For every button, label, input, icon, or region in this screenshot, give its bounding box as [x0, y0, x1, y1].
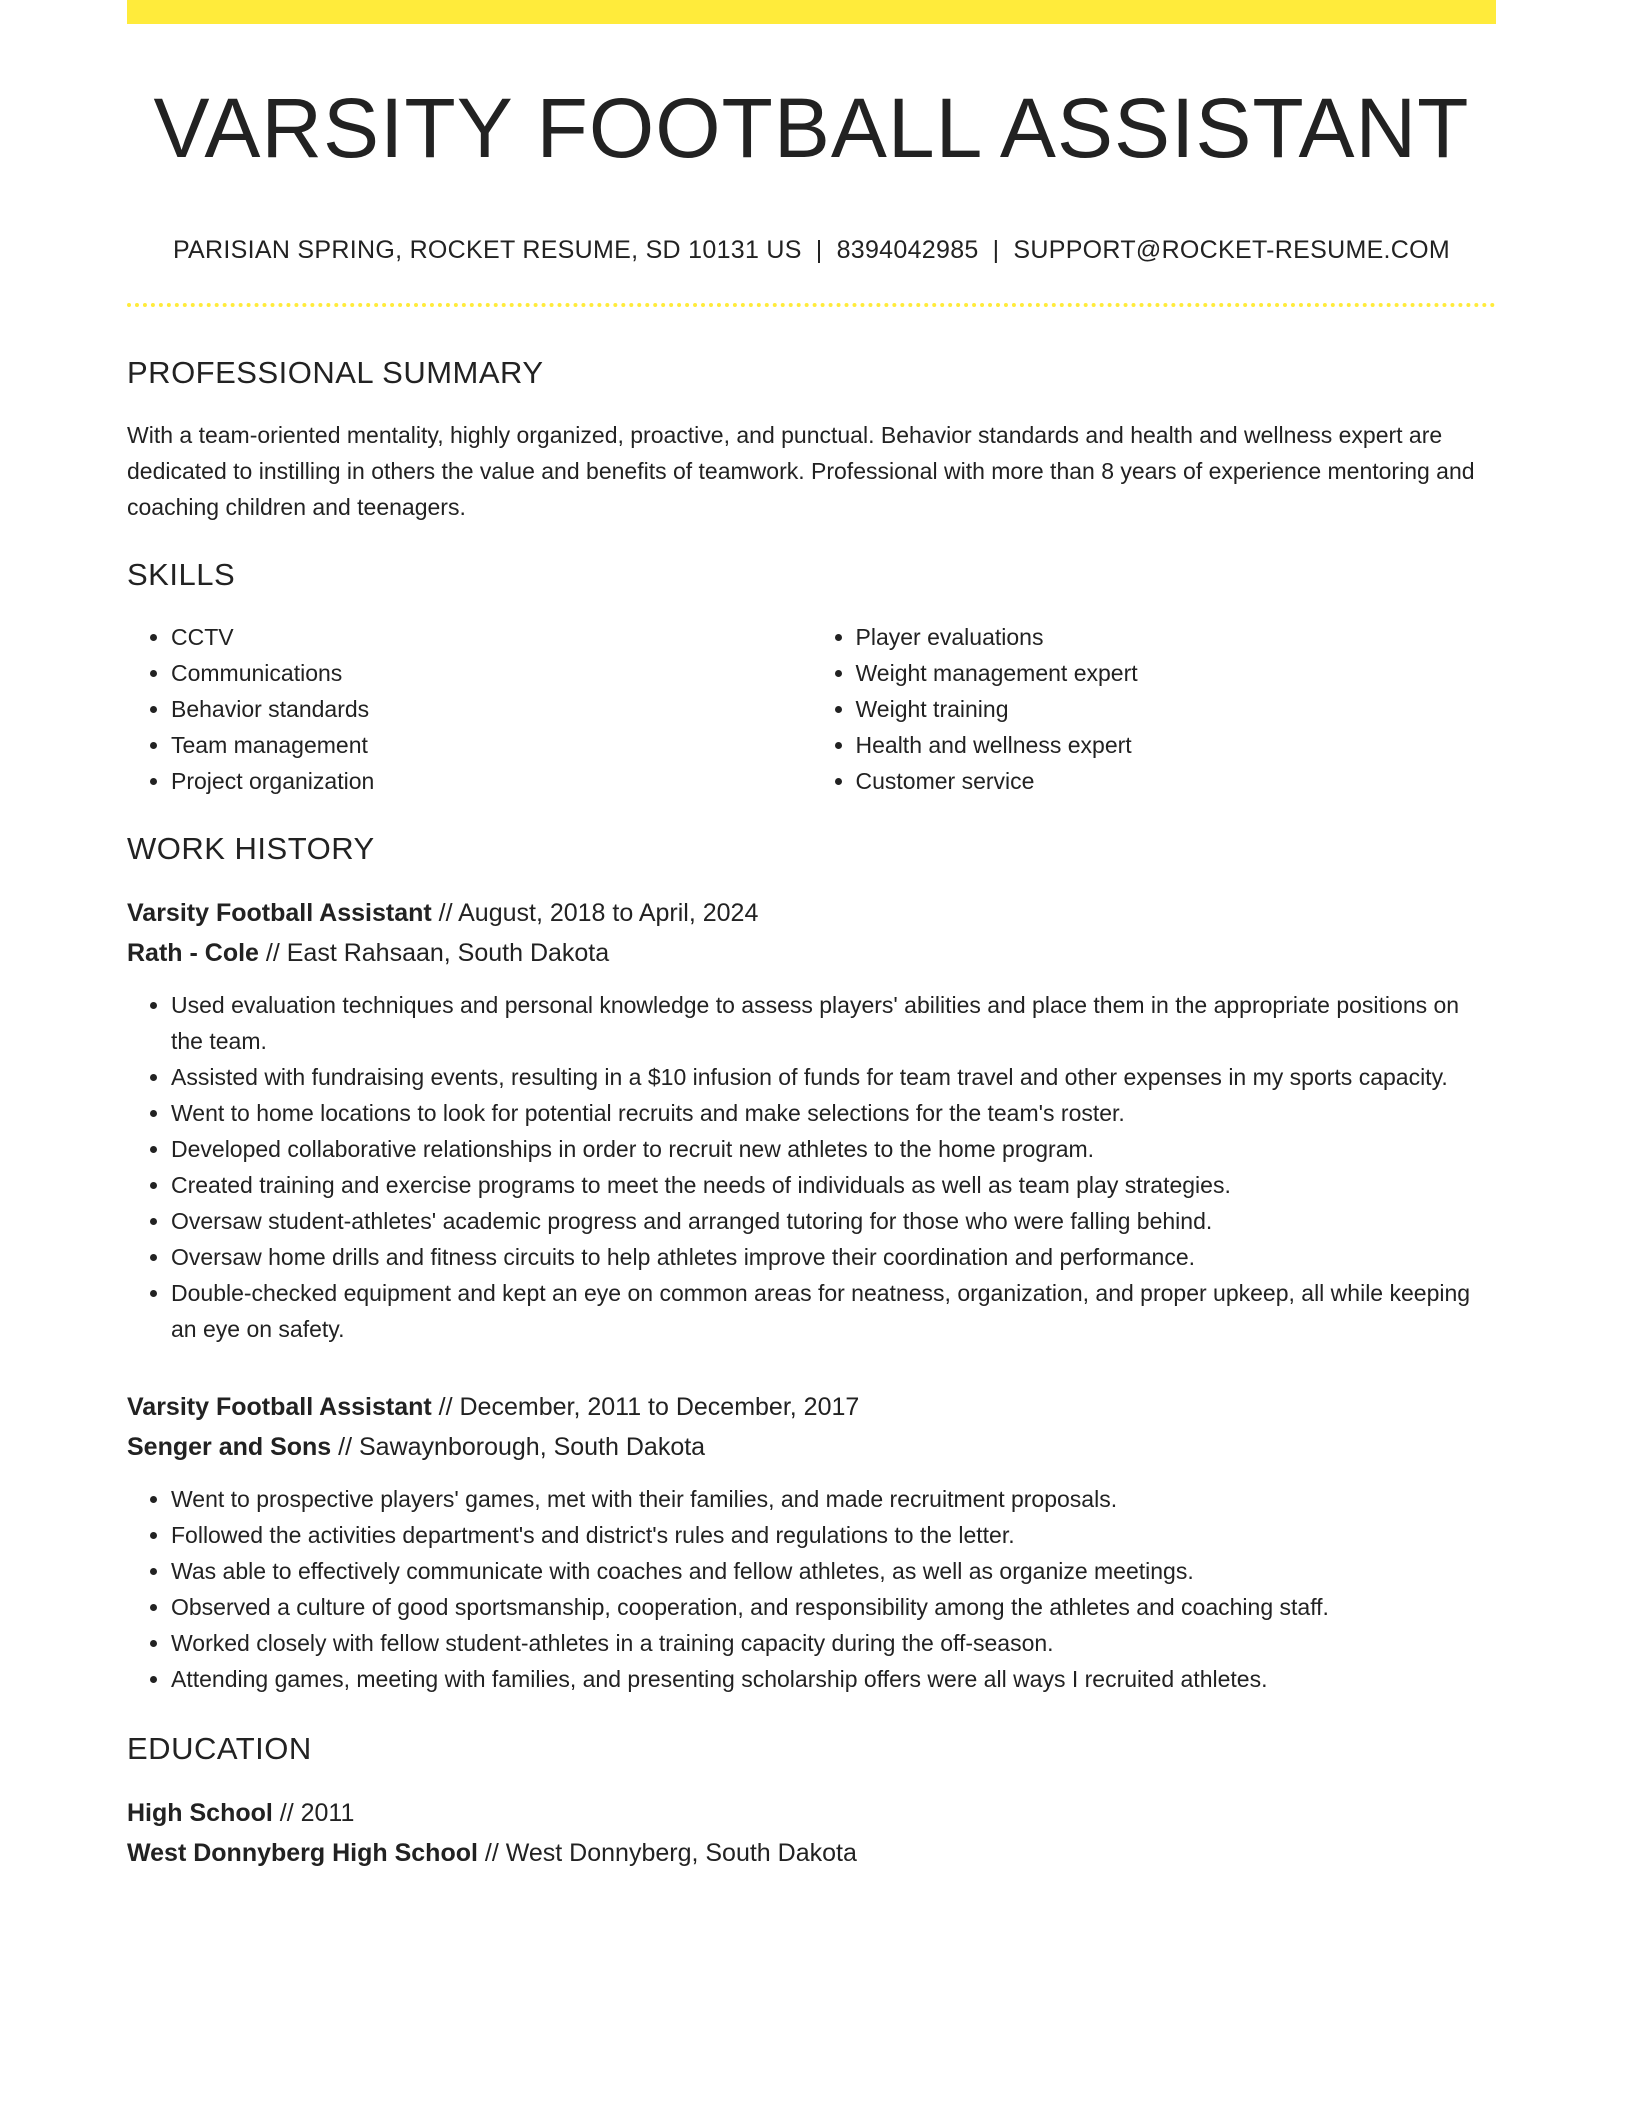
job-dates: // August, 2018 to April, 2024 — [431, 899, 759, 928]
job-role: Varsity Football Assistant — [127, 899, 432, 928]
job-bullet: • Oversaw home drills and fitness circuits to help athletes improve their coordination and performance. — [171, 1239, 1496, 1275]
work-history-heading: WORK HISTORY — [127, 831, 375, 867]
job-bullet: • Went to prospective players' games, met with their families, and made recruitment proposals. — [171, 1481, 1496, 1517]
job-company-line — [127, 933, 1496, 973]
contact-phone: 8394042985 — [836, 236, 979, 265]
education-year: // 2011 — [272, 1799, 355, 1828]
skills-column-left — [127, 619, 812, 799]
job-bullet: • Went to home locations to look for potential recruits and make selections for the team's roster. — [171, 1095, 1496, 1131]
contact-separator: | — [815, 236, 823, 265]
job-bullet: • Oversaw student-athletes' academic progress and arranged tutoring for those who were falling behind. — [171, 1203, 1496, 1239]
skill-item: • Weight training — [856, 691, 1497, 727]
job-bullet: • Developed collaborative relationships in order to recruit new athletes to the home program. — [171, 1131, 1496, 1167]
job-company-line — [127, 1427, 1496, 1467]
job-bullet: • Created training and exercise programs to meet the needs of individuals as well as team play strategies. — [171, 1167, 1496, 1203]
header-divider — [127, 303, 1496, 307]
job-bullet: • Assisted with fundraising events, resulting in a $10 infusion of funds for team travel and other expenses in my sports capacity. — [171, 1059, 1496, 1095]
skill-item: • Health and wellness expert — [856, 727, 1497, 763]
skill-item: • Project organization — [171, 763, 812, 799]
education-degree-line — [127, 1793, 1496, 1833]
job-bullet: • Observed a culture of good sportsmanship, cooperation, and responsibility among the athletes and coaching staff. — [171, 1589, 1496, 1625]
skill-item: • Weight management expert — [856, 655, 1497, 691]
contact-email: SUPPORT@ROCKET-RESUME.COM — [1013, 236, 1451, 265]
job-company: Rath - Cole — [127, 939, 259, 968]
job-bullet: • Used evaluation techniques and personal knowledge to assess players' abilities and place them in the appropriate positions on the team. — [171, 987, 1496, 1059]
job-bullets — [127, 987, 1496, 1347]
job-entry — [127, 893, 1496, 1347]
education-entry — [127, 1793, 1496, 1873]
job-title-line — [127, 1387, 1496, 1427]
job-dates: // December, 2011 to December, 2017 — [431, 1393, 860, 1422]
skill-item: • Customer service — [856, 763, 1497, 799]
skills-list — [127, 619, 1496, 799]
skills-heading: SKILLS — [127, 557, 236, 593]
contact-separator: | — [992, 236, 1000, 265]
education-school: West Donnyberg High School — [127, 1839, 478, 1868]
skill-item: • Communications — [171, 655, 812, 691]
contact-line — [127, 236, 1496, 265]
skill-item: • Team management — [171, 727, 812, 763]
job-bullet: • Worked closely with fellow student-athletes in a training capacity during the off-season. — [171, 1625, 1496, 1661]
education-heading: EDUCATION — [127, 1731, 312, 1767]
job-company: Senger and Sons — [127, 1433, 332, 1462]
job-location: // East Rahsaan, South Dakota — [258, 939, 610, 968]
summary-heading: PROFESSIONAL SUMMARY — [127, 355, 544, 391]
skill-item: • CCTV — [171, 619, 812, 655]
top-accent-bar — [127, 0, 1496, 24]
job-bullet: • Was able to effectively communicate with coaches and fellow athletes, as well as organize meetings. — [171, 1553, 1496, 1589]
candidate-name: VARSITY FOOTBALL ASSISTANT — [153, 81, 1470, 175]
job-bullet: • Attending games, meeting with families, and presenting scholarship offers were all ways I recruited athletes. — [171, 1661, 1496, 1697]
education-degree: High School — [127, 1799, 273, 1828]
job-title-line — [127, 893, 1496, 933]
skills-column-right — [812, 619, 1497, 799]
education-school-line — [127, 1833, 1496, 1873]
resume-page — [127, 0, 1496, 1873]
job-bullet: • Followed the activities department's and district's rules and regulations to the letter. — [171, 1517, 1496, 1553]
job-entry — [127, 1387, 1496, 1697]
job-bullet: • Double-checked equipment and kept an eye on common areas for neatness, organization, and proper upkeep, all while keeping an eye on safety. — [171, 1275, 1496, 1347]
skill-item: • Player evaluations — [856, 619, 1497, 655]
summary-text: With a team-oriented mentality, highly organized, proactive, and punctual. Behavior standards and health and wellness expert are dedicated to instilling in others the value and benefits of teamwork. Professional with more than 8 years of experience mentoring and coaching children and teenagers. — [127, 422, 1475, 521]
job-bullets — [127, 1481, 1496, 1697]
contact-address: PARISIAN SPRING, ROCKET RESUME, SD 10131 US — [172, 236, 802, 265]
skill-item: • Behavior standards — [171, 691, 812, 727]
job-role: Varsity Football Assistant — [127, 1393, 432, 1422]
job-location: // Sawaynborough, South Dakota — [331, 1433, 706, 1462]
education-location: // West Donnyberg, South Dakota — [477, 1839, 857, 1868]
